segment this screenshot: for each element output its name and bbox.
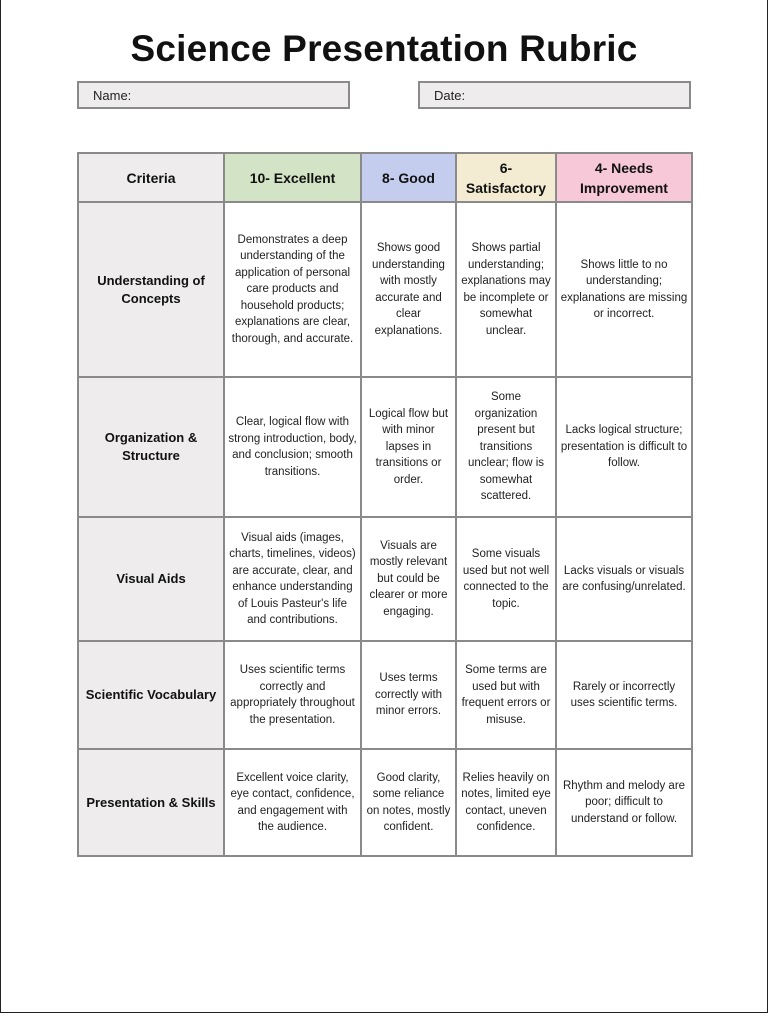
good-cell: Visuals are mostly relevant but could be clearer or more engaging. — [361, 517, 456, 641]
good-cell: Good clarity, some reliance on notes, mostly confident. — [361, 749, 456, 856]
header-criteria: Criteria — [78, 153, 224, 202]
header-excellent: 10- Excellent — [224, 153, 361, 202]
criterion-cell: Organization & Structure — [78, 377, 224, 517]
satisfactory-cell: Some visuals used but not well connected to the topic. — [456, 517, 556, 641]
name-field[interactable] — [77, 81, 350, 109]
good-cell: Logical flow but with minor lapses in transitions or order. — [361, 377, 456, 517]
excellent-cell: Demonstrates a deep understanding of the application of personal care products and household products; explanations are clear, thorough, and accurate. — [224, 202, 361, 377]
satisfactory-cell: Shows partial understanding; explanations may be incomplete or somewhat unclear. — [456, 202, 556, 377]
needs-improvement-cell: Lacks visuals or visuals are confusing/unrelated. — [556, 517, 692, 641]
excellent-cell: Uses scientific terms correctly and appropriately throughout the presentation. — [224, 641, 361, 749]
header-good: 8- Good — [361, 153, 456, 202]
table-row — [78, 517, 692, 641]
criterion-cell: Presentation & Skills — [78, 749, 224, 856]
table-row — [78, 749, 692, 856]
header-row — [78, 153, 692, 202]
needs-improvement-cell: Lacks logical structure; presentation is difficult to follow. — [556, 377, 692, 517]
excellent-cell: Visual aids (images, charts, timelines, videos) are accurate, clear, and enhance understanding of Louis Pasteur's life and contributions. — [224, 517, 361, 641]
header-satisfactory: 6- Satisfactory — [456, 153, 556, 202]
good-cell: Uses terms correctly with minor errors. — [361, 641, 456, 749]
name-label: Name: — [93, 88, 132, 103]
good-cell: Shows good understanding with mostly accurate and clear explanations. — [361, 202, 456, 377]
table-row — [78, 641, 692, 749]
needs-improvement-cell: Rhythm and melody are poor; difficult to understand or follow. — [556, 749, 692, 856]
needs-improvement-cell: Shows little to no understanding; explanations are missing or incorrect. — [556, 202, 692, 377]
date-label: Date: — [434, 88, 466, 103]
excellent-cell: Clear, logical flow with strong introduction, body, and conclusion; smooth transitions. — [224, 377, 361, 517]
header-needs-improvement: 4- Needs Improvement — [556, 153, 692, 202]
page-title: Science Presentation Rubric — [130, 28, 638, 69]
needs-improvement-cell: Rarely or incorrectly uses scientific terms. — [556, 641, 692, 749]
table-row — [78, 377, 692, 517]
criterion-cell: Understanding of Concepts — [78, 202, 224, 377]
date-field[interactable] — [418, 81, 691, 109]
excellent-cell: Excellent voice clarity, eye contact, confidence, and engagement with the audience. — [224, 749, 361, 856]
criterion-cell: Scientific Vocabulary — [78, 641, 224, 749]
rubric-table — [77, 152, 693, 857]
satisfactory-cell: Relies heavily on notes, limited eye contact, uneven confidence. — [456, 749, 556, 856]
satisfactory-cell: Some organization present but transitions unclear; flow is somewhat scattered. — [456, 377, 556, 517]
criterion-cell: Visual Aids — [78, 517, 224, 641]
table-row — [78, 202, 692, 377]
satisfactory-cell: Some terms are used but with frequent errors or misuse. — [456, 641, 556, 749]
